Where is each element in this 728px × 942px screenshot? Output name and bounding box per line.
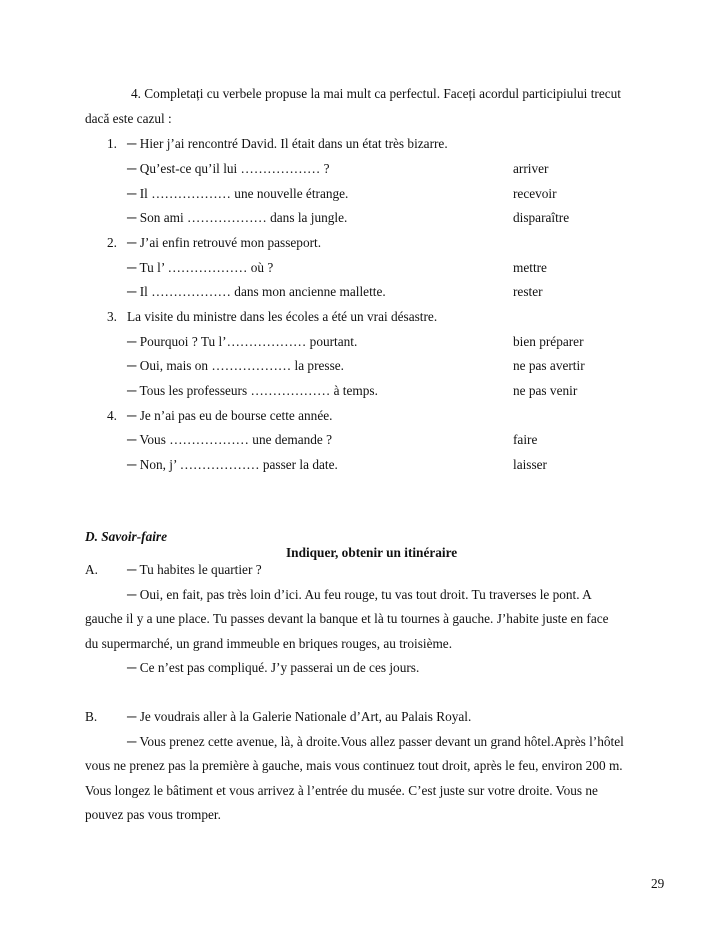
item-sub-text: ─ Son ami ……………… dans la jungle.: [127, 210, 348, 225]
item-verb: laisser: [513, 457, 547, 472]
exercise-instruction-line1: 4. Completați cu verbele propuse la mai mult ca perfectul. Faceți acordul participiului trecut: [131, 86, 621, 101]
dialog-label: A.: [85, 562, 98, 577]
item-verb: ne pas avertir: [513, 358, 585, 373]
item-sub-text: ─ Pourquoi ? Tu l’……………… pourtant.: [127, 334, 358, 349]
item-sub-text: ─ Il ……………… une nouvelle étrange.: [127, 186, 349, 201]
item-sub-text: ─ Oui, mais on ……………… la presse.: [127, 358, 344, 373]
dialog-line: vous ne prenez pas la première à gauche, mais vous continuez tout droit, après le feu, environ 200 m.: [85, 758, 623, 773]
section-heading: D. Savoir-faire: [85, 529, 167, 544]
item-number: 1.: [107, 136, 117, 151]
item-sub-text: ─ Non, j’ ……………… passer la date.: [127, 457, 338, 472]
item-prompt: ─ Je n’ai pas eu de bourse cette année.: [127, 408, 333, 423]
item-number: 2.: [107, 235, 117, 250]
page-number: 29: [651, 876, 665, 891]
item-verb: mettre: [513, 260, 547, 275]
exercise-instruction-line2: dacă este cazul :: [85, 111, 172, 126]
item-sub-text: ─ Vous ……………… une demande ?: [127, 432, 333, 447]
dialog-line: Vous longez le bâtiment et vous arrivez à l’entrée du musée. C’est juste sur votre droite. Vous ne: [85, 783, 598, 798]
item-sub-text: ─ Qu’est-ce qu’il lui ……………… ?: [127, 161, 330, 176]
item-prompt: ─ J’ai enfin retrouvé mon passeport.: [127, 235, 322, 250]
dialog-line: ─ Ce n’est pas compliqué. J’y passerai un de ces jours.: [127, 660, 420, 675]
item-verb: disparaître: [513, 210, 570, 225]
item-verb: faire: [513, 432, 538, 447]
item-verb: arriver: [513, 161, 549, 176]
section-subheading: Indiquer, obtenir un itinéraire: [286, 545, 458, 560]
item-verb: recevoir: [513, 186, 557, 201]
dialog-line: pouvez pas vous tromper.: [85, 807, 221, 822]
item-prompt: ─ Hier j’ai rencontré David. Il était dans un état très bizarre.: [127, 136, 448, 151]
item-prompt: La visite du ministre dans les écoles a été un vrai désastre.: [127, 309, 438, 324]
dialog-line: du supermarché, un grand immeuble en briques rouges, au troisième.: [85, 636, 453, 651]
item-verb: bien préparer: [513, 334, 584, 349]
item-sub-text: ─ Tu l’ ……………… où ?: [127, 260, 274, 275]
item-number: 3.: [107, 309, 117, 324]
dialog-line: ─ Oui, en fait, pas très loin d’ici. Au feu rouge, tu vas tout droit. Tu traverses le pont. A: [127, 587, 592, 602]
item-sub-text: ─ Il ……………… dans mon ancienne mallette.: [127, 284, 386, 299]
dialog-line: gauche il y a une place. Tu passes devant la banque et là tu tournes à gauche. J’habite juste en face: [85, 611, 609, 626]
dialog-line: ─ Vous prenez cette avenue, là, à droite.Vous allez passer devant un grand hôtel.Après l’hôtel: [127, 734, 624, 749]
dialog-line: ─ Tu habites le quartier ?: [127, 562, 262, 577]
dialog-line: ─ Je voudrais aller à la Galerie Nationale d’Art, au Palais Royal.: [127, 709, 472, 724]
dialog-label: B.: [85, 709, 98, 724]
item-verb: rester: [513, 284, 543, 299]
item-number: 4.: [107, 408, 117, 423]
item-sub-text: ─ Tous les professeurs ……………… à temps.: [127, 383, 378, 398]
item-verb: ne pas venir: [513, 383, 578, 398]
